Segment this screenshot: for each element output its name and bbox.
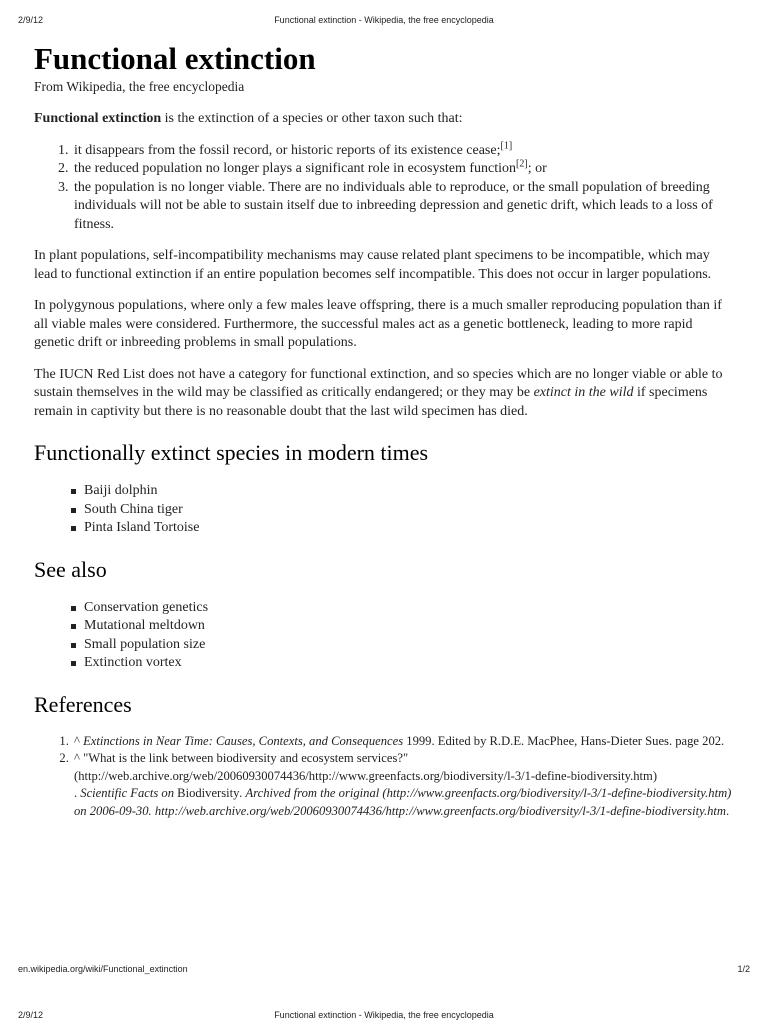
ref-url[interactable]: (http://web.archive.org/web/20060930074436/http://www.greenfacts.org/biodiversity/l-3/1-define-biodiversity.htm) bbox=[74, 768, 658, 783]
ref-archive-url[interactable]: . http://web.archive.org/web/20060930074436/http://www.greenfacts.org/biodiversity/l-3/1-define-biodiversity.htm bbox=[148, 803, 727, 818]
ref-source: Biodiversity bbox=[174, 786, 240, 800]
ref-quote-title[interactable]: "What is the link between biodiversity and ecosystem services?" bbox=[83, 751, 409, 765]
ref-book-title: Extinctions in Near Time: Causes, Contexts, and Consequences bbox=[83, 733, 404, 748]
lead-paragraph bbox=[34, 110, 734, 129]
ref-archived: . Archived from the original (http://www.greenfacts.org/biodiversity/l-3/1-define-biodiversity.htm) on 2006-09-30 bbox=[74, 786, 732, 818]
ref-caret-link[interactable]: ^ bbox=[74, 751, 84, 765]
list-item[interactable]: South China tiger bbox=[84, 501, 734, 520]
section-heading-modern: Functionally extinct species in modern times bbox=[34, 440, 429, 465]
references-list bbox=[34, 733, 734, 821]
page-subtitle: From Wikipedia, the free encyclopedia bbox=[34, 79, 245, 94]
iucn-paragraph bbox=[34, 366, 734, 422]
see-also-list bbox=[34, 599, 734, 673]
print-date: 2/9/12 bbox=[18, 15, 44, 25]
list-item[interactable]: Conservation genetics bbox=[84, 599, 734, 618]
extinct-in-wild-term: extinct in the wild bbox=[533, 385, 634, 400]
reference-item bbox=[72, 733, 734, 751]
section-heading-see-also: See also bbox=[34, 556, 107, 582]
print-title: Functional extinction - Wikipedia, the free encyclopedia bbox=[274, 15, 494, 25]
list-item[interactable]: Mutational meltdown bbox=[84, 617, 734, 636]
iucn-text-before: The IUCN Red List does not have a category for functional extinction, and so species which are no longer viable or able to sustain themselves in the wild may be classified as critically endangered; or they may be bbox=[34, 366, 723, 400]
page-title: Functional extinction bbox=[34, 41, 316, 76]
criteria-item bbox=[72, 179, 734, 235]
iucn-text-after: if specimens remain in captivity but there is no reasonable doubt that the last wild specimen has died. bbox=[34, 385, 708, 419]
ref-details: 1999. Edited by R.D.E. MacPhee, Hans-Dieter Sues. page 202. bbox=[403, 733, 725, 748]
criteria-suffix: ; or bbox=[527, 161, 547, 176]
lead-text: is the extinction of a species or other taxon such that: bbox=[161, 111, 463, 126]
citation-link[interactable]: [2] bbox=[516, 158, 528, 170]
list-item[interactable]: Pinta Island Tortoise bbox=[84, 519, 734, 538]
criteria-item bbox=[72, 160, 734, 179]
criteria-list bbox=[34, 139, 734, 235]
footer-page-number: 1/2 bbox=[737, 964, 750, 974]
list-item[interactable]: Baiji dolphin bbox=[84, 482, 734, 501]
modern-species-list bbox=[34, 482, 734, 538]
print-header bbox=[0, 15, 768, 31]
next-print-title: Functional extinction - Wikipedia, the free encyclopedia bbox=[274, 1010, 494, 1020]
ref-end: . bbox=[726, 803, 730, 818]
print-footer bbox=[0, 964, 768, 980]
ref-source-italic: Scientific Facts on bbox=[80, 786, 175, 800]
criteria-text: it disappears from the fossil record, or historic reports of its existence cease; bbox=[74, 142, 501, 158]
ref-caret-link[interactable]: ^ bbox=[74, 733, 84, 748]
list-item[interactable]: Extinction vortex bbox=[84, 654, 734, 673]
reference-item bbox=[72, 750, 734, 820]
polygynous-paragraph: In polygynous populations, where only a few males leave offspring, there is a much smaller reproducing population than if all viable males were considered. Furthermore, the successful males act as a genetic bottleneck, leading to more rapid genetic drift or inbreeding problems in small populations. bbox=[34, 298, 722, 350]
citation-link[interactable]: [1] bbox=[500, 139, 513, 151]
list-item[interactable]: Small population size bbox=[84, 636, 734, 655]
section-heading-references: References bbox=[34, 691, 132, 717]
criteria-text: the population is no longer viable. There are no individuals able to reproduce, or the small population of breeding individuals will not be able to sustain itself due to inbreeding depression and genetic drift, which leads to a loss of fitness. bbox=[74, 179, 713, 232]
footer-url: en.wikipedia.org/wiki/Functional_extinction bbox=[18, 964, 188, 974]
criteria-text: the reduced population no longer plays a significant role in ecosystem function bbox=[74, 161, 517, 176]
next-print-date: 2/9/12 bbox=[18, 1010, 44, 1020]
article-content bbox=[34, 40, 734, 820]
ref-separator: . bbox=[74, 786, 81, 800]
lead-term: Functional extinction bbox=[34, 111, 162, 126]
criteria-item bbox=[72, 139, 734, 161]
plant-paragraph: In plant populations, self-incompatibility mechanisms may cause related plant specimens to be incompatible, which may lead to functional extinction if an entire population becomes self incompatible. This does not occur in larger populations. bbox=[34, 248, 712, 282]
